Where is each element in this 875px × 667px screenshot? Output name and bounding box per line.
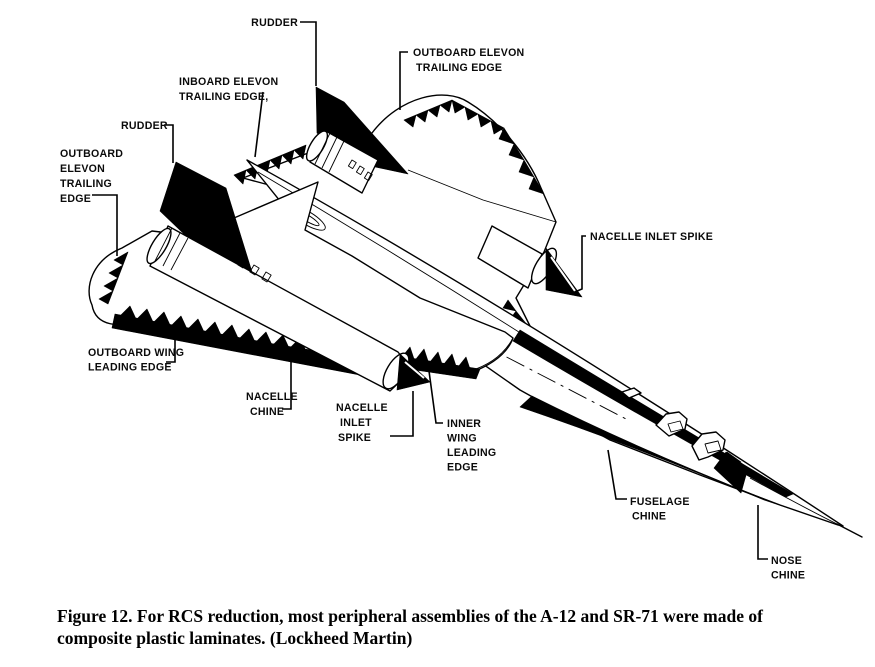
label-outboard-elevon-te-right: OUTBOARD ELEVON TRAILING EDGE (413, 47, 525, 74)
label-nacelle-chine: NACELLE CHINE (246, 391, 298, 418)
nose-chine-line (750, 478, 837, 524)
leader-outboard-elevon-left (92, 195, 117, 256)
figure-caption-line2: composite plastic laminates. (Lockheed Martin) (57, 628, 413, 649)
leader-inner-wing-le (429, 371, 443, 423)
label-fuselage-chine: FUSELAGE CHINE (630, 496, 690, 523)
label-outboard-wing-le: OUTBOARD WING LEADING EDGE (88, 347, 185, 374)
label-outboard-elevon-te-left: OUTBOARD ELEVON TRAILING EDGE (60, 148, 124, 205)
pitot-boom (837, 524, 862, 537)
label-rudder-left: RUDDER (121, 120, 168, 132)
leader-nacelle-inlet-spike-lower (390, 391, 413, 436)
figure-caption (57, 605, 857, 650)
label-nacelle-inlet-spike-right: NACELLE INLET SPIKE (590, 231, 714, 243)
far-inlet-spike (546, 248, 582, 297)
label-inner-wing-le: INNER WING LEADING EDGE (447, 418, 497, 474)
label-nacelle-inlet-spike-lower: NACELLE INLET SPIKE (336, 402, 388, 444)
leader-nose-chine (758, 505, 768, 559)
leader-rudder-top (300, 22, 316, 86)
label-rudder-top: RUDDER (251, 17, 298, 29)
leader-outboard-elevon-right (400, 52, 408, 110)
label-nose-chine: NOSE CHINE (771, 555, 806, 582)
figure-caption-line1: Figure 12. For RCS reduction, most peripheral assemblies of the A-12 and SR-71 were made of (57, 606, 763, 626)
leader-fuselage-chine (608, 450, 627, 499)
label-inboard-elevon-te: INBOARD ELEVON TRAILING EDGE, (179, 76, 279, 103)
